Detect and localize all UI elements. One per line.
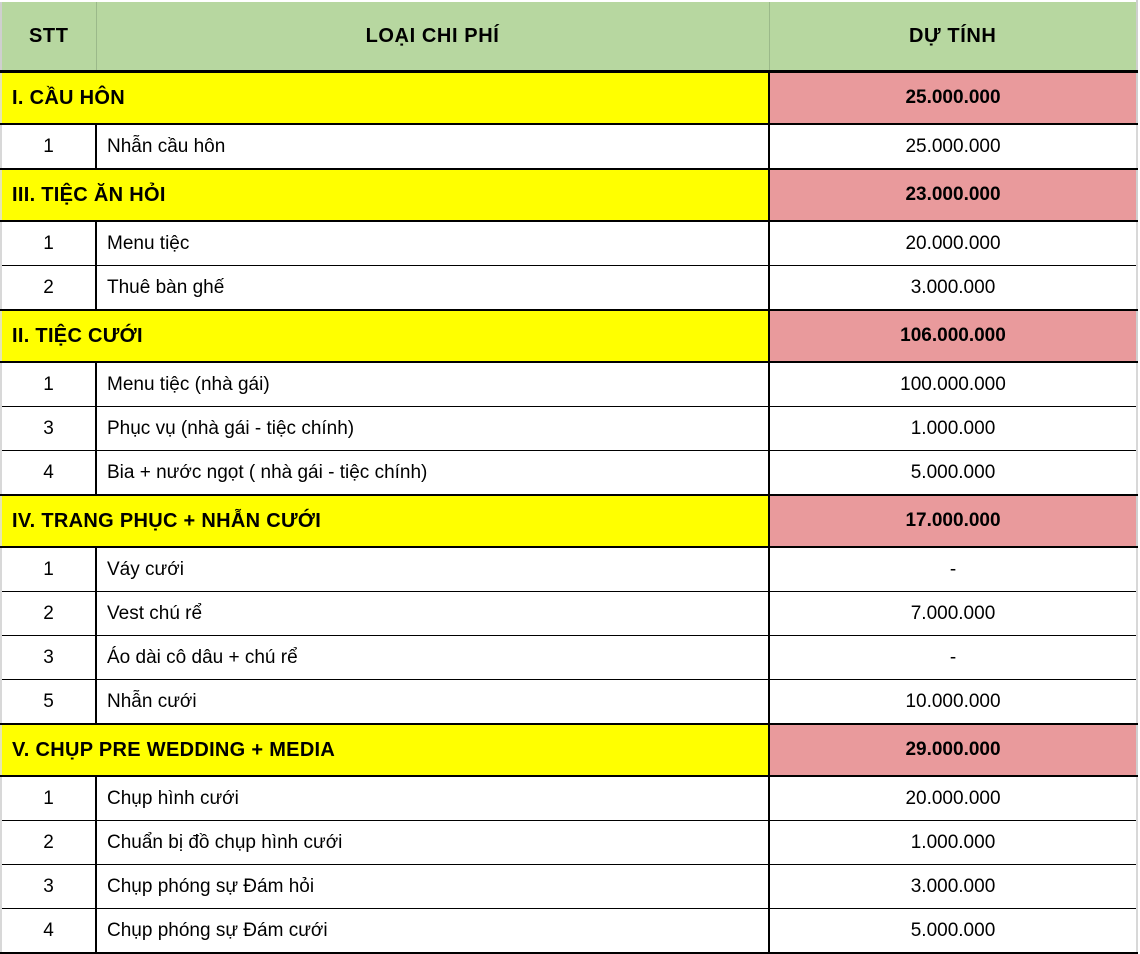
cell-value: 10.000.000 — [769, 680, 1137, 725]
cell-stt: 3 — [1, 865, 96, 909]
cell-stt: 1 — [1, 776, 96, 821]
cell-value: 5.000.000 — [769, 451, 1137, 496]
cell-name: Nhẫn cưới — [96, 680, 769, 725]
table-header — [1, 1, 1137, 72]
table-row — [1, 221, 1137, 266]
cell-stt: 3 — [1, 636, 96, 680]
cell-value: 3.000.000 — [769, 865, 1137, 909]
cell-name: Phục vụ (nhà gái - tiệc chính) — [96, 407, 769, 451]
cell-value: 20.000.000 — [769, 776, 1137, 821]
section-row — [1, 724, 1137, 776]
column-header-stt: STT — [1, 1, 96, 72]
section-total: 29.000.000 — [769, 724, 1137, 776]
cell-value: 1.000.000 — [769, 821, 1137, 865]
table-row — [1, 124, 1137, 169]
header-row — [1, 1, 1137, 72]
table-row — [1, 547, 1137, 592]
cell-stt: 2 — [1, 821, 96, 865]
section-label: IV. TRANG PHỤC + NHẪN CƯỚI — [1, 495, 769, 547]
section-row — [1, 495, 1137, 547]
section-total: 17.000.000 — [769, 495, 1137, 547]
cell-name: Áo dài cô dâu + chú rể — [96, 636, 769, 680]
cell-stt: 1 — [1, 547, 96, 592]
cell-value: 5.000.000 — [769, 909, 1137, 954]
column-header-name: LOẠI CHI PHÍ — [96, 1, 769, 72]
cell-name: Chụp hình cưới — [96, 776, 769, 821]
cell-name: Nhẫn cầu hôn — [96, 124, 769, 169]
cell-stt: 2 — [1, 592, 96, 636]
table-row — [1, 592, 1137, 636]
table-row — [1, 865, 1137, 909]
table-row — [1, 909, 1137, 954]
section-label: I. CẦU HÔN — [1, 72, 769, 125]
cell-stt: 5 — [1, 680, 96, 725]
cell-name: Chụp phóng sự Đám cưới — [96, 909, 769, 954]
cell-value: - — [769, 636, 1137, 680]
cell-name: Thuê bàn ghế — [96, 266, 769, 311]
cell-value: 100.000.000 — [769, 362, 1137, 407]
cell-value: - — [769, 547, 1137, 592]
cell-name: Menu tiệc — [96, 221, 769, 266]
cell-name: Chuẩn bị đồ chụp hình cưới — [96, 821, 769, 865]
cell-value: 25.000.000 — [769, 124, 1137, 169]
table-row — [1, 362, 1137, 407]
table-row — [1, 266, 1137, 311]
cell-value: 20.000.000 — [769, 221, 1137, 266]
cell-value: 1.000.000 — [769, 407, 1137, 451]
cell-stt: 1 — [1, 362, 96, 407]
section-label: V. CHỤP PRE WEDDING + MEDIA — [1, 724, 769, 776]
cell-name: Vest chú rể — [96, 592, 769, 636]
table-row — [1, 776, 1137, 821]
cell-stt: 1 — [1, 124, 96, 169]
table-row — [1, 680, 1137, 725]
cell-stt: 4 — [1, 451, 96, 496]
section-label: III. TIỆC ĂN HỎI — [1, 169, 769, 221]
table-row — [1, 407, 1137, 451]
section-row — [1, 310, 1137, 362]
table-row — [1, 821, 1137, 865]
section-total: 23.000.000 — [769, 169, 1137, 221]
table-row — [1, 451, 1137, 496]
cell-value: 3.000.000 — [769, 266, 1137, 311]
cell-stt: 4 — [1, 909, 96, 954]
cell-name: Menu tiệc (nhà gái) — [96, 362, 769, 407]
column-header-value: DỰ TÍNH — [769, 1, 1137, 72]
cell-stt: 1 — [1, 221, 96, 266]
cell-name: Bia + nước ngọt ( nhà gái - tiệc chính) — [96, 451, 769, 496]
cell-name: Váy cưới — [96, 547, 769, 592]
cell-value: 7.000.000 — [769, 592, 1137, 636]
cell-stt: 3 — [1, 407, 96, 451]
section-row — [1, 169, 1137, 221]
section-total: 106.000.000 — [769, 310, 1137, 362]
section-label: II. TIỆC CƯỚI — [1, 310, 769, 362]
cell-name: Chụp phóng sự Đám hỏi — [96, 865, 769, 909]
cell-stt: 2 — [1, 266, 96, 311]
table-row — [1, 636, 1137, 680]
section-total: 25.000.000 — [769, 72, 1137, 125]
table-body — [1, 72, 1137, 954]
section-row — [1, 72, 1137, 125]
